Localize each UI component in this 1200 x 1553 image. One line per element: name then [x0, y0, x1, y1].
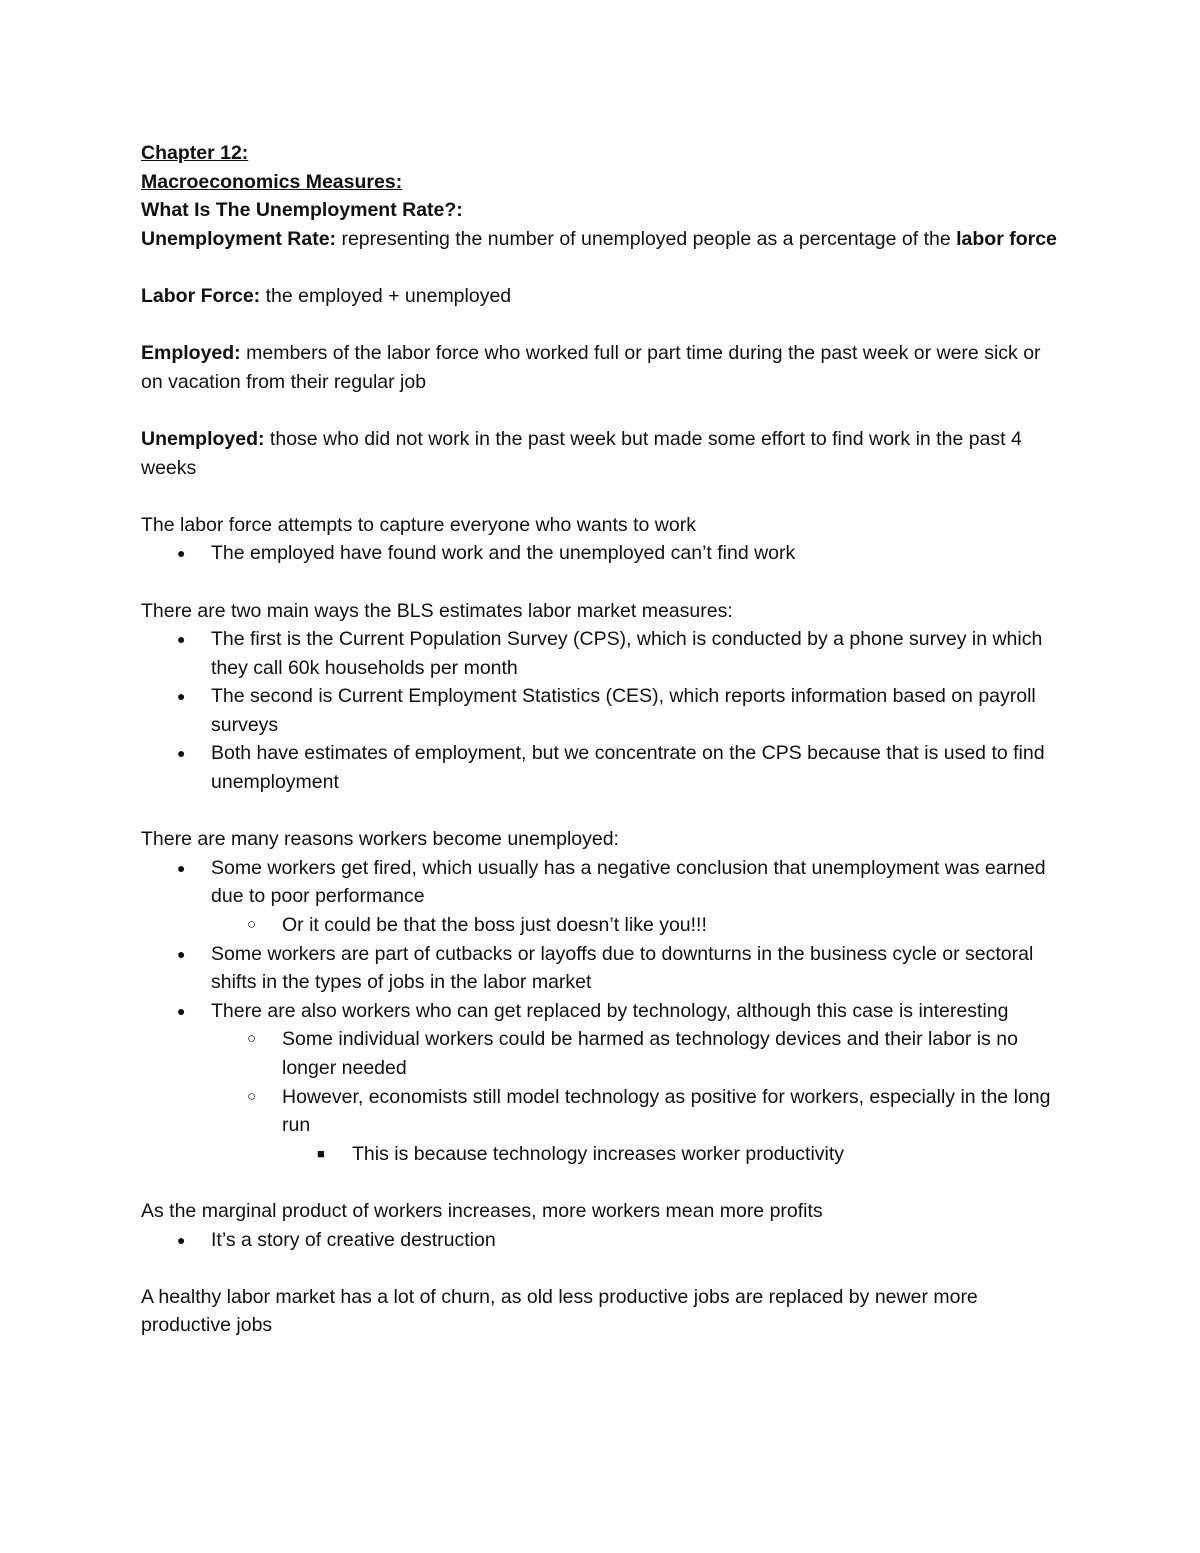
spacer [141, 1254, 1066, 1283]
list-item [141, 739, 1066, 796]
bullet-icon: ● [177, 945, 186, 962]
list-item-text: However, economists still model technology as positive for workers, especially in the long run [282, 1085, 1051, 1137]
list-item-text: The first is the Current Population Survey (CPS), which is conducted by a phone survey in which they call 60k households per month [211, 628, 1043, 679]
list-item-text: Both have estimates of employment, but we concentrate on the CPS because that is used to find unemployment [211, 742, 1045, 794]
spacer [141, 568, 1066, 597]
list-item-text: This is because technology increases worker productivity [352, 1142, 845, 1165]
bls-intro: There are two main ways the BLS estimates labor market measures: [141, 599, 733, 622]
hollow-bullet-icon: ○ [247, 1030, 257, 1048]
list-item [141, 997, 1066, 1026]
closing-paragraph: A healthy labor market has a lot of churn, as old less productive jobs are replaced by newer more productive jobs [141, 1285, 978, 1337]
list-item [141, 682, 1066, 739]
unemployed-term: Unemployed: [141, 427, 265, 450]
unemployed-text: those who did not work in the past week but made some effort to find work in the past 4 weeks [141, 427, 1022, 479]
list-item [141, 854, 1066, 911]
technology-subsublist [141, 1140, 1066, 1169]
bullet-icon: ● [177, 688, 186, 705]
reasons-sublist [141, 911, 1066, 940]
chapter-heading: Chapter 12: [141, 142, 249, 164]
list-item [141, 1025, 1066, 1082]
list-item [141, 1226, 1066, 1255]
unemployment-rate-text: representing the number of unemployed people as a percentage of the [336, 227, 957, 250]
bullet-icon: ● [177, 1231, 186, 1248]
list-item-text: Some workers get fired, which usually has a negative conclusion that unemployment was earned due to poor performance [211, 856, 1046, 908]
list-item-text: There are also workers who can get replaced by technology, although this case is interesting [211, 999, 1009, 1022]
labor-force-definition [141, 282, 1066, 311]
reasons-list [141, 854, 1066, 911]
question-heading: What Is The Unemployment Rate?: [141, 199, 463, 222]
list-item [141, 1083, 1066, 1140]
list-item-text: It’s a story of creative destruction [211, 1228, 496, 1251]
reasons-intro: There are many reasons workers become unemployed: [141, 828, 619, 851]
section-heading: Macroeconomics Measures: [141, 170, 403, 193]
list-item [141, 911, 1066, 940]
unemployed-definition [141, 425, 1066, 482]
list-item [141, 940, 1066, 997]
marginal-list [141, 1226, 1066, 1255]
list-item-text: The second is Current Employment Statistics (CES), which reports information based on payroll surveys [211, 685, 1036, 736]
labor-force-list [141, 539, 1066, 568]
spacer [141, 797, 1066, 826]
bullet-icon: ● [177, 745, 186, 762]
employed-text: members of the labor force who worked full or part time during the past week or were sick or on vacation from their regular job [141, 342, 1041, 393]
labor-force-text: the employed + unemployed [260, 284, 512, 307]
unemployment-rate-term: Unemployment Rate: [141, 227, 337, 250]
employed-definition [141, 339, 1066, 396]
bls-list [141, 625, 1066, 797]
list-item [141, 625, 1066, 682]
technology-sublist [141, 1025, 1066, 1139]
bullet-icon: ● [177, 859, 186, 876]
square-bullet-icon: ■ [317, 1145, 325, 1161]
bullet-icon: ● [177, 545, 186, 562]
labor-force-emphasis: labor force [956, 227, 1057, 250]
hollow-bullet-icon: ○ [247, 916, 257, 934]
spacer [141, 1168, 1066, 1197]
labor-force-term: Labor Force: [141, 284, 261, 307]
marginal-intro: As the marginal product of workers increases, more workers mean more profits [141, 1199, 823, 1222]
bullet-icon: ● [177, 631, 186, 648]
list-item-text: The employed have found work and the unemployed can’t find work [211, 542, 796, 565]
spacer [141, 253, 1066, 282]
employed-term: Employed: [141, 342, 241, 365]
list-item-text: Some workers are part of cutbacks or layoffs due to downturns in the business cycle or sectoral shifts in the types of jobs in the labor market [211, 942, 1034, 994]
spacer [141, 396, 1066, 425]
list-item-text: Some individual workers could be harmed as technology devices and their labor is no longer needed [282, 1028, 1018, 1079]
unemployment-rate-definition [141, 225, 1066, 254]
labor-force-intro: The labor force attempts to capture everyone who wants to work [141, 513, 696, 536]
list-item-text: Or it could be that the boss just doesn’t like you!!! [282, 914, 707, 937]
document-page [141, 139, 1066, 1340]
reasons-list [141, 940, 1066, 1026]
spacer [141, 311, 1066, 340]
bullet-icon: ● [177, 1002, 186, 1019]
list-item [141, 539, 1066, 568]
spacer [141, 482, 1066, 511]
hollow-bullet-icon: ○ [247, 1087, 257, 1105]
list-item [141, 1140, 1066, 1169]
